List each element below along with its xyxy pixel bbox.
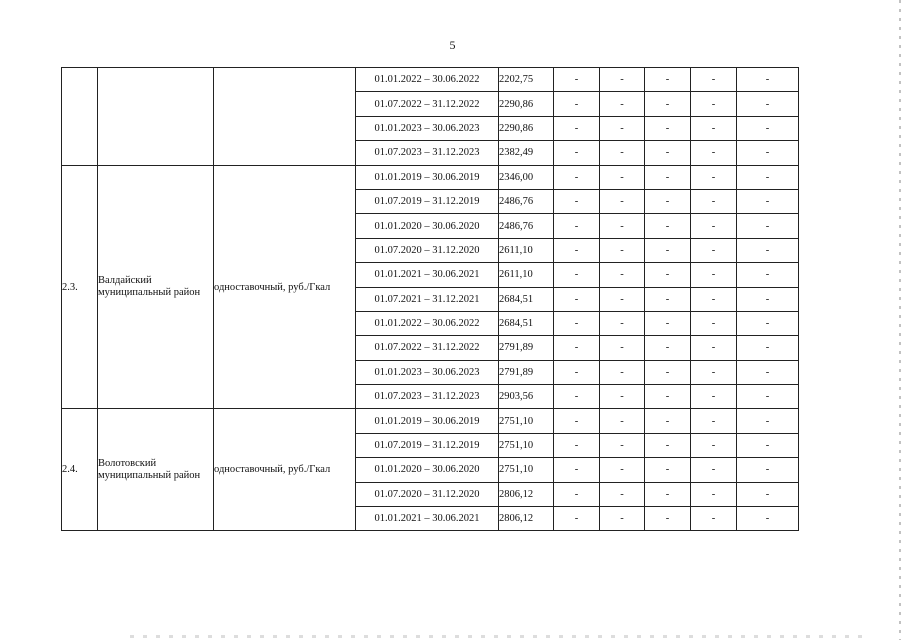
empty-value-cell: - [691, 141, 737, 165]
tariff-value-cell: 2806,12 [499, 482, 554, 506]
empty-value-cell: - [600, 360, 645, 384]
empty-value-cell: - [645, 482, 691, 506]
tariff-kind-cell: одноставочный, руб./Гкал [214, 165, 356, 409]
empty-value-cell: - [554, 238, 600, 262]
empty-value-cell: - [645, 214, 691, 238]
empty-value-cell: - [645, 263, 691, 287]
district-name-cell [98, 68, 214, 166]
empty-value-cell: - [737, 433, 799, 457]
period-cell: 01.01.2021 – 30.06.2021 [356, 507, 499, 531]
section-number-cell: 2.4. [62, 409, 98, 531]
tariff-value-cell: 2751,10 [499, 458, 554, 482]
empty-value-cell: - [737, 165, 799, 189]
period-cell: 01.07.2022 – 31.12.2022 [356, 92, 499, 116]
empty-value-cell: - [737, 141, 799, 165]
section-number-cell [62, 68, 98, 166]
tariff-value-cell: 2290,86 [499, 92, 554, 116]
table-row [62, 165, 799, 189]
empty-value-cell: - [600, 433, 645, 457]
empty-value-cell: - [554, 385, 600, 409]
empty-value-cell: - [645, 360, 691, 384]
tariff-value-cell: 2791,89 [499, 336, 554, 360]
empty-value-cell: - [600, 458, 645, 482]
tariff-value-cell: 2684,51 [499, 311, 554, 335]
empty-value-cell: - [554, 409, 600, 433]
empty-value-cell: - [600, 263, 645, 287]
empty-value-cell: - [600, 141, 645, 165]
empty-value-cell: - [600, 68, 645, 92]
tariff-value-cell: 2486,76 [499, 189, 554, 213]
empty-value-cell: - [600, 214, 645, 238]
empty-value-cell: - [554, 116, 600, 140]
period-cell: 01.07.2022 – 31.12.2022 [356, 336, 499, 360]
scan-edge-artifact [899, 0, 901, 640]
district-name-cell [98, 409, 214, 531]
tariff-table [61, 67, 799, 531]
empty-value-cell: - [691, 263, 737, 287]
empty-value-cell: - [737, 68, 799, 92]
empty-value-cell: - [645, 409, 691, 433]
empty-value-cell: - [554, 214, 600, 238]
empty-value-cell: - [554, 92, 600, 116]
district-name: Волотовский муниципальный район [98, 457, 201, 481]
empty-value-cell: - [645, 189, 691, 213]
empty-value-cell: - [645, 116, 691, 140]
tariff-value-cell: 2684,51 [499, 287, 554, 311]
empty-value-cell: - [691, 92, 737, 116]
tariff-kind-cell: одноставочный, руб./Гкал [214, 409, 356, 531]
empty-value-cell: - [737, 360, 799, 384]
tariff-value-cell: 2486,76 [499, 214, 554, 238]
district-name-cell [98, 165, 214, 409]
empty-value-cell: - [737, 238, 799, 262]
empty-value-cell: - [600, 92, 645, 116]
empty-value-cell: - [554, 189, 600, 213]
empty-value-cell: - [691, 409, 737, 433]
period-cell: 01.01.2023 – 30.06.2023 [356, 116, 499, 140]
tariff-value-cell: 2791,89 [499, 360, 554, 384]
tariff-kind-cell [214, 68, 356, 166]
tariff-value-cell: 2290,86 [499, 116, 554, 140]
period-cell: 01.01.2020 – 30.06.2020 [356, 214, 499, 238]
empty-value-cell: - [691, 238, 737, 262]
empty-value-cell: - [691, 433, 737, 457]
period-cell: 01.01.2019 – 30.06.2019 [356, 165, 499, 189]
empty-value-cell: - [691, 360, 737, 384]
tariff-value-cell: 2382,49 [499, 141, 554, 165]
empty-value-cell: - [737, 336, 799, 360]
empty-value-cell: - [600, 507, 645, 531]
empty-value-cell: - [600, 482, 645, 506]
empty-value-cell: - [691, 214, 737, 238]
table-row [62, 409, 799, 433]
empty-value-cell: - [600, 165, 645, 189]
empty-value-cell: - [737, 214, 799, 238]
tariff-value-cell: 2611,10 [499, 263, 554, 287]
page-number: 5 [449, 38, 456, 52]
empty-value-cell: - [737, 409, 799, 433]
empty-value-cell: - [600, 189, 645, 213]
empty-value-cell: - [600, 336, 645, 360]
empty-value-cell: - [554, 311, 600, 335]
period-cell: 01.01.2020 – 30.06.2020 [356, 458, 499, 482]
period-cell: 01.07.2019 – 31.12.2019 [356, 189, 499, 213]
empty-value-cell: - [737, 507, 799, 531]
empty-value-cell: - [691, 165, 737, 189]
period-cell: 01.07.2021 – 31.12.2021 [356, 287, 499, 311]
empty-value-cell: - [691, 311, 737, 335]
empty-value-cell: - [554, 458, 600, 482]
empty-value-cell: - [737, 189, 799, 213]
empty-value-cell: - [691, 68, 737, 92]
empty-value-cell: - [645, 141, 691, 165]
empty-value-cell: - [554, 507, 600, 531]
tariff-value-cell: 2346,00 [499, 165, 554, 189]
empty-value-cell: - [600, 385, 645, 409]
empty-value-cell: - [554, 68, 600, 92]
empty-value-cell: - [600, 238, 645, 262]
period-cell: 01.01.2021 – 30.06.2021 [356, 263, 499, 287]
empty-value-cell: - [691, 336, 737, 360]
empty-value-cell: - [737, 482, 799, 506]
empty-value-cell: - [645, 311, 691, 335]
empty-value-cell: - [600, 409, 645, 433]
empty-value-cell: - [645, 165, 691, 189]
empty-value-cell: - [645, 92, 691, 116]
tariff-value-cell: 2751,10 [499, 409, 554, 433]
empty-value-cell: - [645, 238, 691, 262]
empty-value-cell: - [737, 92, 799, 116]
tariff-value-cell: 2806,12 [499, 507, 554, 531]
empty-value-cell: - [554, 287, 600, 311]
table-row [62, 68, 799, 92]
empty-value-cell: - [645, 458, 691, 482]
period-cell: 01.07.2023 – 31.12.2023 [356, 141, 499, 165]
empty-value-cell: - [645, 68, 691, 92]
period-cell: 01.01.2022 – 30.06.2022 [356, 311, 499, 335]
empty-value-cell: - [737, 263, 799, 287]
period-cell: 01.07.2020 – 31.12.2020 [356, 238, 499, 262]
empty-value-cell: - [600, 287, 645, 311]
scan-noise-artifact [130, 635, 870, 638]
empty-value-cell: - [554, 165, 600, 189]
empty-value-cell: - [554, 360, 600, 384]
tariff-value-cell: 2751,10 [499, 433, 554, 457]
empty-value-cell: - [600, 311, 645, 335]
tariff-value-cell: 2202,75 [499, 68, 554, 92]
empty-value-cell: - [554, 433, 600, 457]
empty-value-cell: - [554, 263, 600, 287]
empty-value-cell: - [691, 116, 737, 140]
empty-value-cell: - [645, 507, 691, 531]
section-number-cell: 2.3. [62, 165, 98, 409]
period-cell: 01.07.2020 – 31.12.2020 [356, 482, 499, 506]
empty-value-cell: - [737, 311, 799, 335]
tariff-table-body [62, 68, 799, 531]
empty-value-cell: - [737, 116, 799, 140]
period-cell: 01.07.2019 – 31.12.2019 [356, 433, 499, 457]
empty-value-cell: - [645, 433, 691, 457]
empty-value-cell: - [691, 458, 737, 482]
period-cell: 01.01.2019 – 30.06.2019 [356, 409, 499, 433]
tariff-value-cell: 2611,10 [499, 238, 554, 262]
empty-value-cell: - [691, 507, 737, 531]
period-cell: 01.01.2022 – 30.06.2022 [356, 68, 499, 92]
empty-value-cell: - [691, 287, 737, 311]
empty-value-cell: - [600, 116, 645, 140]
empty-value-cell: - [691, 385, 737, 409]
period-cell: 01.01.2023 – 30.06.2023 [356, 360, 499, 384]
empty-value-cell: - [737, 458, 799, 482]
empty-value-cell: - [691, 482, 737, 506]
district-name: Валдайский муниципальный район [98, 275, 201, 299]
empty-value-cell: - [554, 336, 600, 360]
empty-value-cell: - [554, 482, 600, 506]
empty-value-cell: - [645, 336, 691, 360]
empty-value-cell: - [737, 385, 799, 409]
empty-value-cell: - [645, 385, 691, 409]
tariff-value-cell: 2903,56 [499, 385, 554, 409]
empty-value-cell: - [554, 141, 600, 165]
empty-value-cell: - [691, 189, 737, 213]
period-cell: 01.07.2023 – 31.12.2023 [356, 385, 499, 409]
empty-value-cell: - [737, 287, 799, 311]
empty-value-cell: - [645, 287, 691, 311]
